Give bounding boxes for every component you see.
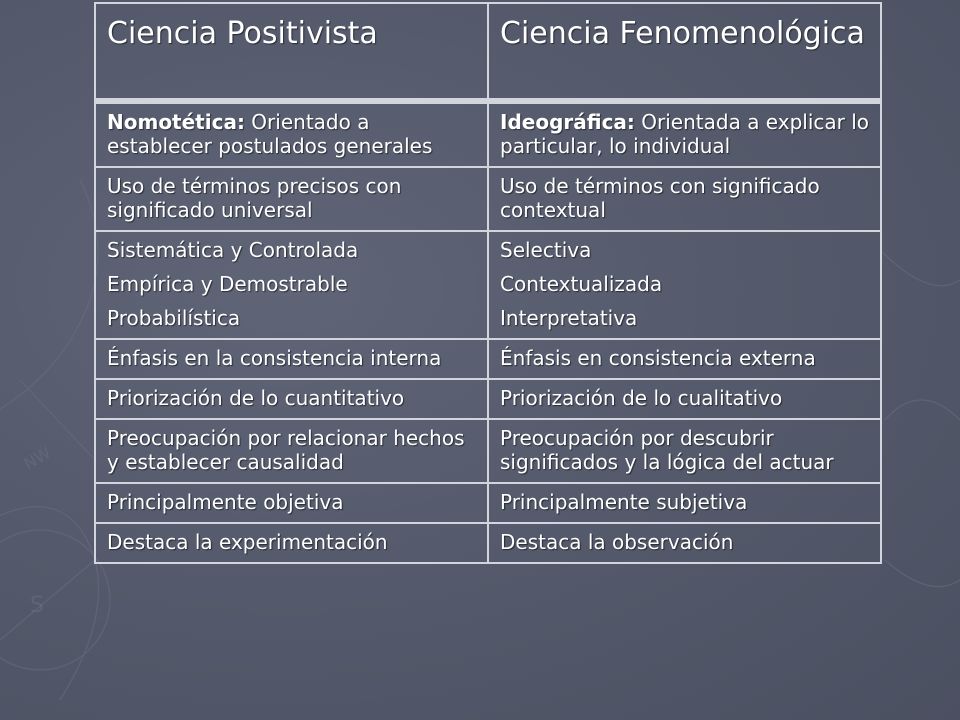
cell-right: Priorización de lo cualitativo <box>488 379 881 419</box>
list-item: Empírica y Demostrable <box>107 272 348 296</box>
list-item: Selectiva <box>500 238 592 262</box>
cell-ideografica <box>488 103 881 168</box>
table-row <box>95 167 881 231</box>
table-row <box>95 523 881 563</box>
table-row <box>95 419 881 483</box>
cell-left: Priorización de lo cuantitativo <box>95 379 488 419</box>
header-positivista: Ciencia Positivista <box>95 3 488 100</box>
comparison-table <box>94 2 882 564</box>
table-row <box>95 103 881 168</box>
cell-nomotetica <box>95 103 488 168</box>
cell-left: Énfasis en la consistencia interna <box>95 339 488 379</box>
cell-right: Énfasis en consistencia externa <box>488 339 881 379</box>
svg-text:S: S <box>30 593 44 618</box>
cell-text: Orientada a explicar lo particular, lo individual <box>500 110 870 158</box>
svg-text:NW: NW <box>20 443 55 474</box>
cell-left: Uso de términos precisos con significado universal <box>95 167 488 231</box>
cell-left: Preocupación por relacionar hechos y establecer causalidad <box>95 419 488 483</box>
cell-right: Principalmente subjetiva <box>488 483 881 523</box>
table-row <box>95 483 881 523</box>
cell-left: Destaca la experimentación <box>95 523 488 563</box>
table-row <box>95 339 881 379</box>
cell-text: Orientado a establecer postulados generales <box>107 110 433 158</box>
table-header-row <box>95 3 881 100</box>
cell-right-list <box>488 231 881 339</box>
list-item: Contextualizada <box>500 272 663 296</box>
cell-right: Preocupación por descubrir significados y la lógica del actuar <box>488 419 881 483</box>
table-row <box>95 231 881 339</box>
term-nomotetica: Nomotética: <box>107 110 245 134</box>
list-item: Interpretativa <box>500 306 638 330</box>
cell-left-list <box>95 231 488 339</box>
cell-left: Principalmente objetiva <box>95 483 488 523</box>
table-row <box>95 379 881 419</box>
list-item: Probabilística <box>107 306 241 330</box>
cell-right: Destaca la observación <box>488 523 881 563</box>
cell-right: Uso de términos con significado contextual <box>488 167 881 231</box>
header-fenomenologica: Ciencia Fenomenológica <box>488 3 881 100</box>
list-item: Sistemática y Controlada <box>107 238 359 262</box>
term-ideografica: Ideográfica: <box>500 110 635 134</box>
